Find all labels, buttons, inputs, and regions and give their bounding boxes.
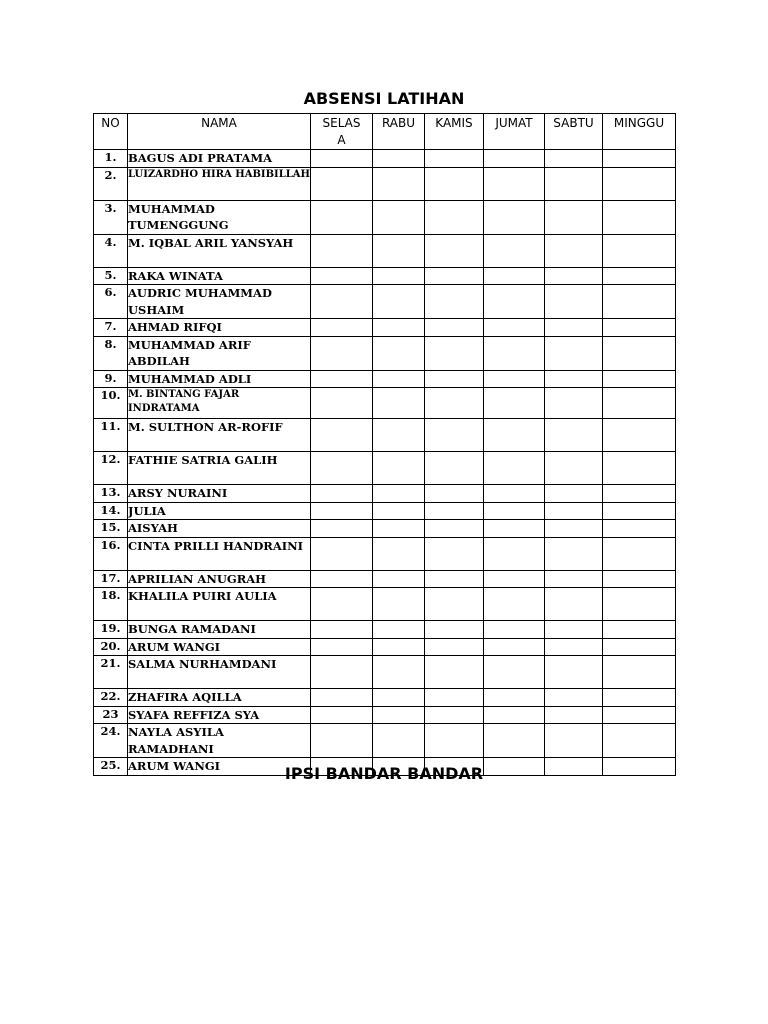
attendance-cell-selasa[interactable] bbox=[311, 656, 373, 689]
row-number: 6. bbox=[94, 285, 128, 319]
attendance-cell-selasa[interactable] bbox=[311, 285, 373, 319]
attendance-cell-jumat[interactable] bbox=[484, 706, 545, 724]
table-row bbox=[94, 267, 676, 285]
attendance-cell-selasa[interactable] bbox=[311, 689, 373, 707]
attendance-cell-kamis[interactable] bbox=[425, 370, 484, 388]
header-jumat: JUMAT bbox=[484, 114, 545, 150]
attendance-cell-kamis[interactable] bbox=[425, 234, 484, 267]
attendance-cell-sabtu[interactable] bbox=[545, 150, 603, 168]
member-name: AHMAD RIFQI bbox=[128, 319, 311, 337]
attendance-cell-sabtu[interactable] bbox=[545, 485, 603, 503]
attendance-cell-rabu[interactable] bbox=[373, 150, 425, 168]
attendance-cell-rabu[interactable] bbox=[373, 621, 425, 639]
attendance-cell-minggu[interactable] bbox=[603, 419, 676, 452]
attendance-cell-minggu[interactable] bbox=[603, 502, 676, 520]
row-number: 14. bbox=[94, 502, 128, 520]
table-row bbox=[94, 452, 676, 485]
row-number: 21. bbox=[94, 656, 128, 689]
member-name: SYAFA REFFIZA SYA bbox=[128, 706, 311, 724]
attendance-cell-sabtu[interactable] bbox=[545, 621, 603, 639]
attendance-cell-jumat[interactable] bbox=[484, 621, 545, 639]
attendance-cell-rabu[interactable] bbox=[373, 267, 425, 285]
member-name: APRILIAN ANUGRAH bbox=[128, 570, 311, 588]
attendance-cell-rabu[interactable] bbox=[373, 537, 425, 570]
attendance-cell-jumat[interactable] bbox=[484, 638, 545, 656]
attendance-cell-selasa[interactable] bbox=[311, 520, 373, 538]
attendance-cell-minggu[interactable] bbox=[603, 588, 676, 621]
attendance-cell-selasa[interactable] bbox=[311, 319, 373, 337]
table-row bbox=[94, 370, 676, 388]
attendance-cell-selasa[interactable] bbox=[311, 570, 373, 588]
attendance-cell-kamis[interactable] bbox=[425, 537, 484, 570]
attendance-cell-selasa[interactable] bbox=[311, 150, 373, 168]
table-row bbox=[94, 336, 676, 370]
attendance-cell-kamis[interactable] bbox=[425, 724, 484, 758]
attendance-cell-rabu[interactable] bbox=[373, 706, 425, 724]
attendance-cell-minggu[interactable] bbox=[603, 234, 676, 267]
attendance-cell-jumat[interactable] bbox=[484, 656, 545, 689]
attendance-cell-sabtu[interactable] bbox=[545, 167, 603, 200]
attendance-cell-jumat[interactable] bbox=[484, 336, 545, 370]
attendance-cell-sabtu[interactable] bbox=[545, 200, 603, 234]
attendance-cell-kamis[interactable] bbox=[425, 502, 484, 520]
row-number: 5. bbox=[94, 267, 128, 285]
attendance-cell-minggu[interactable] bbox=[603, 370, 676, 388]
table-row bbox=[94, 537, 676, 570]
member-name: MUHAMMAD TUMENGGUNG bbox=[128, 200, 311, 234]
attendance-cell-selasa[interactable] bbox=[311, 267, 373, 285]
attendance-cell-sabtu[interactable] bbox=[545, 706, 603, 724]
attendance-cell-kamis[interactable] bbox=[425, 388, 484, 419]
member-name: ARUM WANGI bbox=[128, 638, 311, 656]
attendance-cell-sabtu[interactable] bbox=[545, 370, 603, 388]
attendance-cell-kamis[interactable] bbox=[425, 621, 484, 639]
attendance-cell-rabu[interactable] bbox=[373, 200, 425, 234]
attendance-cell-rabu[interactable] bbox=[373, 588, 425, 621]
attendance-cell-jumat[interactable] bbox=[484, 234, 545, 267]
header-sabtu: SABTU bbox=[545, 114, 603, 150]
header-minggu: MINGGU bbox=[603, 114, 676, 150]
table-row bbox=[94, 234, 676, 267]
attendance-cell-jumat[interactable] bbox=[484, 588, 545, 621]
member-name: FATHIE SATRIA GALIH bbox=[128, 452, 311, 485]
attendance-cell-rabu[interactable] bbox=[373, 520, 425, 538]
attendance-cell-sabtu[interactable] bbox=[545, 588, 603, 621]
attendance-cell-minggu[interactable] bbox=[603, 656, 676, 689]
member-name: ARUM WANGI bbox=[128, 758, 311, 776]
row-number: 19. bbox=[94, 621, 128, 639]
attendance-cell-sabtu[interactable] bbox=[545, 319, 603, 337]
header-kamis: KAMIS bbox=[425, 114, 484, 150]
attendance-cell-selasa[interactable] bbox=[311, 588, 373, 621]
attendance-cell-minggu[interactable] bbox=[603, 452, 676, 485]
row-number: 23 bbox=[94, 706, 128, 724]
attendance-cell-rabu[interactable] bbox=[373, 234, 425, 267]
attendance-cell-minggu[interactable] bbox=[603, 706, 676, 724]
attendance-cell-minggu[interactable] bbox=[603, 724, 676, 758]
attendance-cell-jumat[interactable] bbox=[484, 419, 545, 452]
attendance-cell-selasa[interactable] bbox=[311, 200, 373, 234]
member-name: AISYAH bbox=[128, 520, 311, 538]
row-number: 17. bbox=[94, 570, 128, 588]
attendance-cell-jumat[interactable] bbox=[484, 485, 545, 503]
row-number: 13. bbox=[94, 485, 128, 503]
attendance-cell-jumat[interactable] bbox=[484, 267, 545, 285]
row-number: 12. bbox=[94, 452, 128, 485]
attendance-cell-selasa[interactable] bbox=[311, 621, 373, 639]
attendance-cell-kamis[interactable] bbox=[425, 689, 484, 707]
attendance-cell-minggu[interactable] bbox=[603, 537, 676, 570]
attendance-cell-minggu[interactable] bbox=[603, 200, 676, 234]
attendance-cell-minggu[interactable] bbox=[603, 150, 676, 168]
row-number: 24. bbox=[94, 724, 128, 758]
table-row bbox=[94, 706, 676, 724]
member-name: MUHAMMAD ARIF ABDILAH bbox=[128, 336, 311, 370]
attendance-cell-selasa[interactable] bbox=[311, 537, 373, 570]
attendance-cell-jumat[interactable] bbox=[484, 520, 545, 538]
header-nama: NAMA bbox=[128, 114, 311, 150]
table-row bbox=[94, 150, 676, 168]
member-name: M. SULTHON AR-ROFIF bbox=[128, 419, 311, 452]
attendance-cell-selasa[interactable] bbox=[311, 724, 373, 758]
header-row bbox=[94, 114, 676, 150]
attendance-cell-selasa[interactable] bbox=[311, 234, 373, 267]
attendance-cell-sabtu[interactable] bbox=[545, 419, 603, 452]
attendance-cell-sabtu[interactable] bbox=[545, 638, 603, 656]
attendance-cell-kamis[interactable] bbox=[425, 267, 484, 285]
attendance-cell-kamis[interactable] bbox=[425, 452, 484, 485]
table-row bbox=[94, 689, 676, 707]
table-row bbox=[94, 285, 676, 319]
row-number: 25. bbox=[94, 758, 128, 776]
attendance-cell-sabtu[interactable] bbox=[545, 724, 603, 758]
table-row bbox=[94, 656, 676, 689]
attendance-cell-minggu[interactable] bbox=[603, 570, 676, 588]
member-name: JULIA bbox=[128, 502, 311, 520]
attendance-cell-jumat[interactable] bbox=[484, 724, 545, 758]
row-number: 9. bbox=[94, 370, 128, 388]
attendance-cell-selasa[interactable] bbox=[311, 419, 373, 452]
attendance-cell-jumat[interactable] bbox=[484, 502, 545, 520]
row-number: 10. bbox=[94, 388, 128, 419]
attendance-cell-rabu[interactable] bbox=[373, 419, 425, 452]
table-row bbox=[94, 570, 676, 588]
page-title: ABSENSI LATIHAN bbox=[303, 89, 465, 108]
attendance-cell-kamis[interactable] bbox=[425, 588, 484, 621]
attendance-cell-selasa[interactable] bbox=[311, 706, 373, 724]
attendance-cell-sabtu[interactable] bbox=[545, 388, 603, 419]
row-number: 7. bbox=[94, 319, 128, 337]
table-row bbox=[94, 200, 676, 234]
member-name: KHALILA PUIRI AULIA bbox=[128, 588, 311, 621]
attendance-cell-minggu[interactable] bbox=[603, 336, 676, 370]
footer-title: IPSI BANDAR BANDAR bbox=[284, 764, 484, 783]
member-name: ZHAFIRA AQILLA bbox=[128, 689, 311, 707]
attendance-cell-rabu[interactable] bbox=[373, 167, 425, 200]
table-row bbox=[94, 588, 676, 621]
attendance-cell-minggu[interactable] bbox=[603, 388, 676, 419]
table-row bbox=[94, 520, 676, 538]
header-no: NO bbox=[94, 114, 128, 150]
attendance-cell-selasa[interactable] bbox=[311, 167, 373, 200]
member-name: MUHAMMAD ADLI bbox=[128, 370, 311, 388]
attendance-cell-jumat[interactable] bbox=[484, 689, 545, 707]
attendance-cell-selasa[interactable] bbox=[311, 370, 373, 388]
attendance-cell-kamis[interactable] bbox=[425, 200, 484, 234]
row-number: 2. bbox=[94, 167, 128, 200]
attendance-cell-kamis[interactable] bbox=[425, 419, 484, 452]
attendance-cell-selasa[interactable] bbox=[311, 502, 373, 520]
attendance-cell-rabu[interactable] bbox=[373, 638, 425, 656]
attendance-cell-sabtu[interactable] bbox=[545, 234, 603, 267]
attendance-cell-rabu[interactable] bbox=[373, 319, 425, 337]
attendance-cell-kamis[interactable] bbox=[425, 638, 484, 656]
row-number: 1. bbox=[94, 150, 128, 168]
attendance-cell-selasa[interactable] bbox=[311, 336, 373, 370]
member-name: M. BINTANG FAJAR INDRATAMA bbox=[128, 388, 311, 419]
attendance-cell-sabtu[interactable] bbox=[545, 537, 603, 570]
attendance-cell-minggu[interactable] bbox=[603, 319, 676, 337]
attendance-cell-kamis[interactable] bbox=[425, 520, 484, 538]
attendance-cell-jumat[interactable] bbox=[484, 200, 545, 234]
attendance-table bbox=[93, 113, 676, 776]
attendance-cell-rabu[interactable] bbox=[373, 370, 425, 388]
attendance-cell-rabu[interactable] bbox=[373, 485, 425, 503]
attendance-cell-minggu[interactable] bbox=[603, 689, 676, 707]
row-number: 18. bbox=[94, 588, 128, 621]
row-number: 11. bbox=[94, 419, 128, 452]
attendance-cell-minggu[interactable] bbox=[603, 485, 676, 503]
attendance-cell-rabu[interactable] bbox=[373, 388, 425, 419]
attendance-cell-sabtu[interactable] bbox=[545, 267, 603, 285]
attendance-cell-sabtu[interactable] bbox=[545, 656, 603, 689]
row-number: 20. bbox=[94, 638, 128, 656]
member-name: RAKA WINATA bbox=[128, 267, 311, 285]
attendance-cell-rabu[interactable] bbox=[373, 502, 425, 520]
table-row bbox=[94, 388, 676, 419]
attendance-cell-kamis[interactable] bbox=[425, 319, 484, 337]
row-number: 8. bbox=[94, 336, 128, 370]
attendance-cell-kamis[interactable] bbox=[425, 150, 484, 168]
attendance-cell-kamis[interactable] bbox=[425, 167, 484, 200]
attendance-cell-kamis[interactable] bbox=[425, 336, 484, 370]
attendance-cell-kamis[interactable] bbox=[425, 706, 484, 724]
attendance-cell-jumat[interactable] bbox=[484, 370, 545, 388]
attendance-cell-rabu[interactable] bbox=[373, 689, 425, 707]
attendance-cell-minggu[interactable] bbox=[603, 267, 676, 285]
attendance-cell-kamis[interactable] bbox=[425, 656, 484, 689]
attendance-cell-kamis[interactable] bbox=[425, 485, 484, 503]
attendance-cell-kamis[interactable] bbox=[425, 570, 484, 588]
attendance-cell-minggu[interactable] bbox=[603, 638, 676, 656]
header-selasa: SELAS A bbox=[311, 114, 373, 150]
attendance-cell-selasa[interactable] bbox=[311, 388, 373, 419]
table-row bbox=[94, 621, 676, 639]
attendance-cell-rabu[interactable] bbox=[373, 724, 425, 758]
attendance-cell-sabtu[interactable] bbox=[545, 502, 603, 520]
table-row bbox=[94, 167, 676, 200]
row-number: 4. bbox=[94, 234, 128, 267]
table-row bbox=[94, 419, 676, 452]
attendance-cell-minggu[interactable] bbox=[603, 285, 676, 319]
attendance-cell-rabu[interactable] bbox=[373, 570, 425, 588]
row-number: 22. bbox=[94, 689, 128, 707]
attendance-cell-sabtu[interactable] bbox=[545, 520, 603, 538]
attendance-cell-jumat[interactable] bbox=[484, 150, 545, 168]
attendance-cell-rabu[interactable] bbox=[373, 285, 425, 319]
attendance-cell-sabtu[interactable] bbox=[545, 570, 603, 588]
attendance-cell-rabu[interactable] bbox=[373, 452, 425, 485]
table-row bbox=[94, 485, 676, 503]
member-name: M. IQBAL ARIL YANSYAH bbox=[128, 234, 311, 267]
member-name: LUIZARDHO HIRA HABIBILLAH bbox=[128, 167, 311, 200]
attendance-cell-sabtu[interactable] bbox=[545, 452, 603, 485]
attendance-cell-minggu[interactable] bbox=[603, 167, 676, 200]
table-row bbox=[94, 319, 676, 337]
member-name: SALMA NURHAMDANI bbox=[128, 656, 311, 689]
member-name: AUDRIC MUHAMMAD USHAIM bbox=[128, 285, 311, 319]
table-row bbox=[94, 502, 676, 520]
row-number: 15. bbox=[94, 520, 128, 538]
table-row bbox=[94, 724, 676, 758]
attendance-cell-jumat[interactable] bbox=[484, 167, 545, 200]
member-name: BAGUS ADI PRATAMA bbox=[128, 150, 311, 168]
attendance-cell-jumat[interactable] bbox=[484, 570, 545, 588]
attendance-cell-sabtu[interactable] bbox=[545, 689, 603, 707]
attendance-cell-sabtu[interactable] bbox=[545, 336, 603, 370]
table-row bbox=[94, 638, 676, 656]
table-body bbox=[94, 150, 676, 776]
attendance-cell-sabtu[interactable] bbox=[545, 285, 603, 319]
attendance-cell-selasa[interactable] bbox=[311, 485, 373, 503]
member-name: BUNGA RAMADANI bbox=[128, 621, 311, 639]
attendance-cell-rabu[interactable] bbox=[373, 336, 425, 370]
attendance-cell-jumat[interactable] bbox=[484, 388, 545, 419]
attendance-cell-minggu[interactable] bbox=[603, 621, 676, 639]
member-name: ARSY NURAINI bbox=[128, 485, 311, 503]
attendance-cell-jumat[interactable] bbox=[484, 537, 545, 570]
attendance-cell-kamis[interactable] bbox=[425, 285, 484, 319]
header-rabu: RABU bbox=[373, 114, 425, 150]
attendance-cell-selasa[interactable] bbox=[311, 638, 373, 656]
attendance-cell-rabu[interactable] bbox=[373, 656, 425, 689]
attendance-cell-jumat[interactable] bbox=[484, 452, 545, 485]
row-number: 16. bbox=[94, 537, 128, 570]
member-name: NAYLA ASYILA RAMADHANI bbox=[128, 724, 311, 758]
row-number: 3. bbox=[94, 200, 128, 234]
member-name: CINTA PRILLI HANDRAINI bbox=[128, 537, 311, 570]
attendance-cell-jumat[interactable] bbox=[484, 285, 545, 319]
attendance-cell-jumat[interactable] bbox=[484, 319, 545, 337]
attendance-cell-minggu[interactable] bbox=[603, 520, 676, 538]
attendance-cell-selasa[interactable] bbox=[311, 452, 373, 485]
